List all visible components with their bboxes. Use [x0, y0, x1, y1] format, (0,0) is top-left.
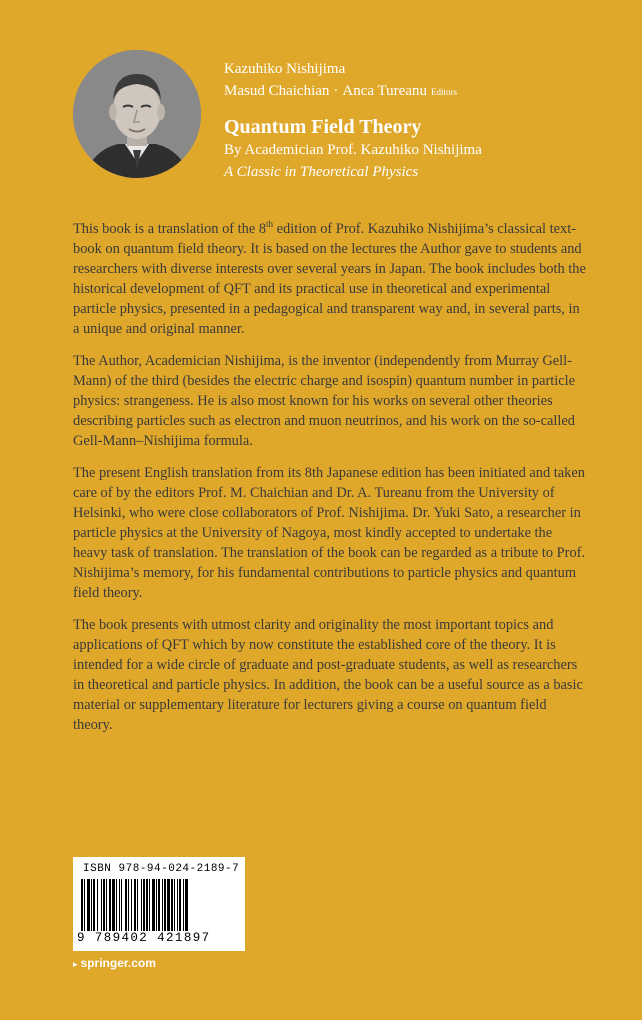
- editor-separator: ·: [333, 83, 339, 99]
- blurb-paragraph: The present English translation from its 8th Japanese edition has been initiated and taken care of by the editors Prof. M. Chaichian and Dr. A. Tureanu from the University of Helsinki, who were close collaborators of Prof. Nishijima. Dr. Yuki Sato, a researcher in particle physics at the University of Nagoya, most kindly accepted to undertake the heavy task of translation. The translation of the book can be regarded as a tribute to Prof. Nishijima’s memory, for his fundamental contributions to particle physics and quantum field theory.: [73, 464, 586, 601]
- barcode-bar: [183, 879, 184, 931]
- arrow-icon: ▸: [73, 959, 78, 969]
- barcode-bar: [167, 879, 170, 931]
- barcode-bar: [112, 879, 115, 931]
- barcode-bar: [152, 879, 155, 931]
- blurb-paragraph: The book presents with utmost clarity and originality the most important topics and applications of QFT which by now constitute the established core of the theory. It is intended for a wide circle of graduate and post-graduate students, as well as researchers in theoretical and particle physics. In addition, the book can be a useful source as a basic material or supplementary literature for lecturers giving a course on quantum field theory.: [73, 616, 583, 733]
- barcode-bar: [121, 879, 122, 931]
- barcode-bar: [185, 879, 188, 931]
- publisher-url: springer.com: [80, 956, 156, 970]
- barcode-bar: [116, 879, 117, 931]
- barcode-bar: [93, 879, 95, 931]
- barcode-bar: [109, 879, 111, 931]
- barcode-bar: [125, 879, 127, 931]
- editors-label: Editors: [430, 87, 457, 97]
- barcode-bar: [158, 879, 160, 931]
- barcode-bar: [171, 879, 173, 931]
- barcode-bar: [177, 879, 178, 931]
- isbn-label: ISBN 978-94-024-2189-7: [83, 863, 240, 875]
- blurb: [73, 214, 587, 747]
- barcode-bar: [137, 879, 138, 931]
- barcode-icon: [81, 879, 237, 931]
- paragraph-text: edition of Prof. Kazuhiko Nishijima’s classical text-book on quantum field theory. It is based on the lectures the Author gave to students and researchers with diverse interests over several years in Japan. The book includes both the historical development of QFT and its practical use in theoretical and experimental particle physics, presented in a pedagogical and transparent way and, in several parts, in a unique and original manner.: [73, 220, 586, 337]
- author-portrait: [73, 50, 201, 178]
- barcode-bar: [141, 879, 142, 931]
- ordinal-suffix: th: [266, 219, 274, 229]
- paragraph-text: This book is a translation of the 8: [73, 220, 267, 237]
- editor-name: Masud Chaichian: [224, 83, 330, 99]
- barcode-bar: [149, 879, 150, 931]
- barcode-bar: [174, 879, 175, 931]
- book-tagline: A Classic in Theoretical Physics: [224, 164, 419, 180]
- barcode-bar: [128, 879, 129, 931]
- barcode-bar: [134, 879, 136, 931]
- blurb-paragraph: The Author, Academician Nishijima, is the inventor (independently from Murray Gell-Mann) of the third (besides the electric charge and isospin) quantum number in particle physics: strangeness. He is also most known for his works on several other theories describing particles such as electron and muon neutrinos, and his work on the so-called Gell-Mann–Nishijima formula.: [73, 352, 576, 449]
- barcode-bar: [101, 879, 102, 931]
- barcode-bar: [143, 879, 145, 931]
- barcode-bar: [103, 879, 105, 931]
- publisher-link[interactable]: [73, 956, 156, 970]
- barcode-block: [73, 857, 245, 951]
- barcode-bar: [91, 879, 92, 931]
- barcode-bar: [84, 879, 85, 931]
- barcode-bar: [81, 879, 83, 931]
- barcode-digits: 9 789402 421897: [77, 931, 211, 945]
- barcode-bar: [106, 879, 107, 931]
- book-subtitle: By Academician Prof. Kazuhiko Nishijima: [224, 142, 482, 158]
- barcode-bar: [146, 879, 148, 931]
- barcode-bar: [179, 879, 181, 931]
- editors-line: [224, 80, 624, 103]
- barcode-bar: [97, 879, 98, 931]
- book-header: [224, 58, 624, 183]
- barcode-bar: [87, 879, 90, 931]
- barcode-bar: [156, 879, 157, 931]
- barcode-bar: [131, 879, 132, 931]
- author-photo: [73, 50, 201, 178]
- blurb-paragraph: [73, 214, 587, 339]
- barcode-bar: [119, 879, 120, 931]
- book-title: Quantum Field Theory: [224, 116, 422, 138]
- author-name: Kazuhiko Nishijima: [224, 61, 346, 77]
- barcode-bar: [164, 879, 166, 931]
- editor-name: Anca Tureanu: [342, 83, 427, 99]
- barcode-bar: [162, 879, 163, 931]
